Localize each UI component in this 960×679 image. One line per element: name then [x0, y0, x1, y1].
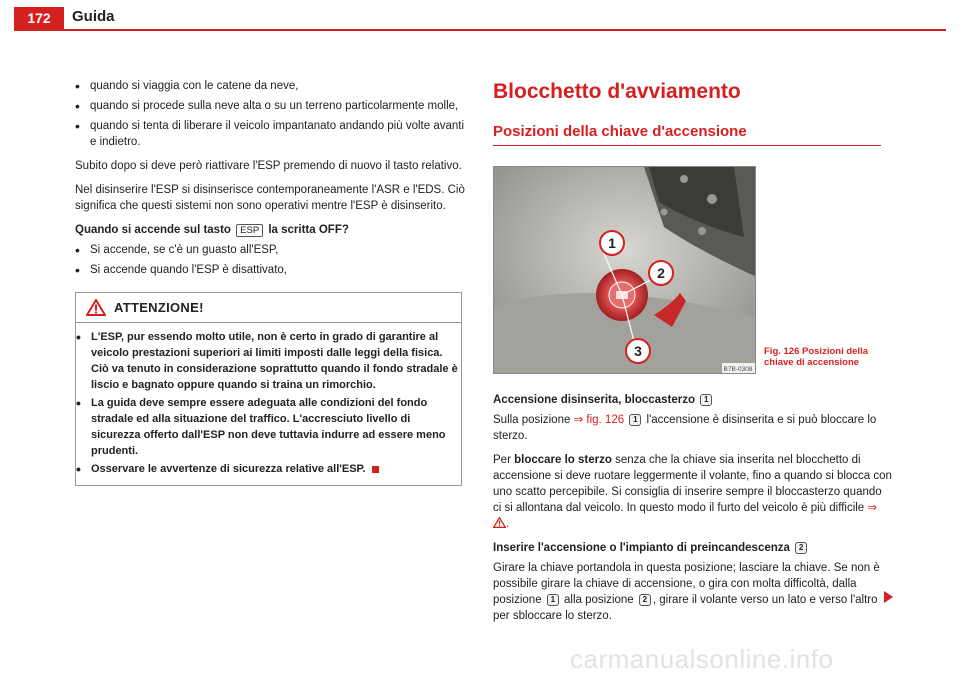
heading-ignition-on: Inserire l'accensione o l'impianto di preincandescenza 2 — [493, 540, 893, 556]
ignition-illustration — [494, 167, 756, 374]
callout-2-label: 2 — [657, 265, 665, 281]
esp-key-icon: ESP — [236, 224, 263, 237]
bullet-icon: • — [76, 329, 81, 345]
page-number: 172 — [14, 7, 64, 29]
position-2-marker: 2 — [795, 542, 807, 554]
paragraph-reactivate: Subito dopo si deve però riattivare l'ESP premendo di nuovo il tasto relativo. — [75, 160, 462, 172]
warning-title: ATTENZIONE! — [114, 299, 204, 315]
list-item: • quando si procede sulla neve alta o su un terreno particolarmente molle, — [75, 98, 459, 114]
warning-body — [76, 323, 461, 485]
callout-2 — [649, 261, 673, 285]
ignition-photo — [493, 166, 756, 374]
figure-code: B7B-0308 — [723, 366, 753, 373]
callout-3 — [626, 339, 650, 363]
end-of-section-icon — [372, 466, 379, 473]
paragraph-position-2: Girare la chiave portandola in questa posizione; lasciare la chiave. Se non è possibile girare la chiave di accensione, o gira con molta difficoltà, dalla posizione 1 alla posizione 2 , girare il volante verso un lato e verso l'altro per sbloccare lo sterzo. — [493, 562, 880, 622]
list-item: • quando si tenta di liberare il veicolo impantanato andando più volte avanti e indietro. — [75, 118, 465, 148]
callout-3-label: 3 — [634, 343, 642, 359]
callout-1 — [600, 231, 624, 255]
warning-box — [75, 292, 462, 486]
subsection-title: Posizioni della chiave d'accensione — [493, 123, 747, 140]
right-column — [493, 78, 893, 632]
paragraph-position-1: Sulla posizione ⇒ fig. 126 1 l'accensione è disinserita e si può bloccare lo sterzo. — [493, 414, 877, 442]
chapter-title: Guida — [72, 8, 115, 25]
left-column — [75, 78, 465, 486]
warning-triangle-icon — [86, 299, 106, 316]
list-item: • quando si viaggia con le catene da neve, — [75, 78, 299, 94]
figure-126 — [493, 166, 893, 374]
position-2-marker: 2 — [639, 594, 651, 606]
warning-item: • La guida deve sempre essere adeguata alle condizioni del fondo stradale ed alla situazione del traffico. L'accresciuto livello di sicurezza offerto dall'ESP non deve tuttavia indurre ad essere meno prudenti. — [76, 395, 446, 457]
watermark: carmanualsonline.info — [570, 644, 834, 674]
subsection-divider — [493, 145, 881, 146]
list-item: • Si accende quando l'ESP è disattivato, — [75, 262, 287, 278]
page-header — [0, 0, 960, 30]
warning-header — [76, 293, 461, 323]
figure-reference-link[interactable]: ⇒ fig. 126 — [573, 414, 625, 426]
list-item: • Si accende, se c'è un guasto all'ESP, — [75, 242, 279, 258]
warning-item: • L'ESP, pur essendo molto utile, non è certo in grado di garantire al veicolo prestazioni superiori ai limiti imposti dalle leggi della fisica. Ciò va tenuto in considerazione soprattutto quando il fondo stradale è liscio e bagnato oppure quando si traina un rimorchio. — [76, 329, 458, 391]
position-1-marker: 1 — [629, 414, 641, 426]
header-divider — [14, 29, 946, 31]
bullet-icon: • — [75, 78, 80, 94]
paragraph-steering-lock: Per bloccare lo sterzo senza che la chiave sia inserita nel blocchetto di accensione si deve ruotare leggermente il volante, fino a quando si blocca con uno scatto percepibile. Si consiglia di inserire sempre il bloccasterzo quando ci si allontana dal veicolo. In questo modo il furto del veicolo è più difficile ⇒ . — [493, 454, 892, 530]
bullet-icon: • — [76, 395, 81, 411]
warning-triangle-icon — [493, 517, 506, 528]
section-title: Blocchetto d'avviamento — [493, 80, 741, 103]
bullet-icon: • — [75, 242, 80, 258]
next-page-arrow-icon[interactable] — [884, 591, 893, 603]
heading-ignition-off: Accensione disinserita, bloccasterzo 1 — [493, 392, 893, 408]
warning-reference-link[interactable]: ⇒ . — [493, 502, 877, 530]
position-1-marker: 1 — [700, 394, 712, 406]
position-1-marker: 1 — [547, 594, 559, 606]
figure-caption: Fig. 126 Posizioni della chiave di accensione — [764, 346, 868, 368]
bullet-icon: • — [75, 118, 80, 134]
bullet-icon: • — [75, 98, 80, 114]
callout-1-label: 1 — [608, 235, 616, 251]
paragraph-asr-eds: Nel disinserire l'ESP si disinserisce contemporaneamente l'ASR e l'EDS. Ciò significa che questi sistemi non sono operativi mentre l'ESP è disinserito. — [75, 184, 465, 212]
bullet-icon: • — [75, 262, 80, 278]
esp-off-heading: Quando si accende sul tasto ESP la scritta OFF? — [75, 224, 349, 236]
warning-item: • Osservare le avvertenze di sicurezza relative all'ESP. — [76, 461, 461, 477]
bullet-icon: • — [76, 461, 81, 477]
